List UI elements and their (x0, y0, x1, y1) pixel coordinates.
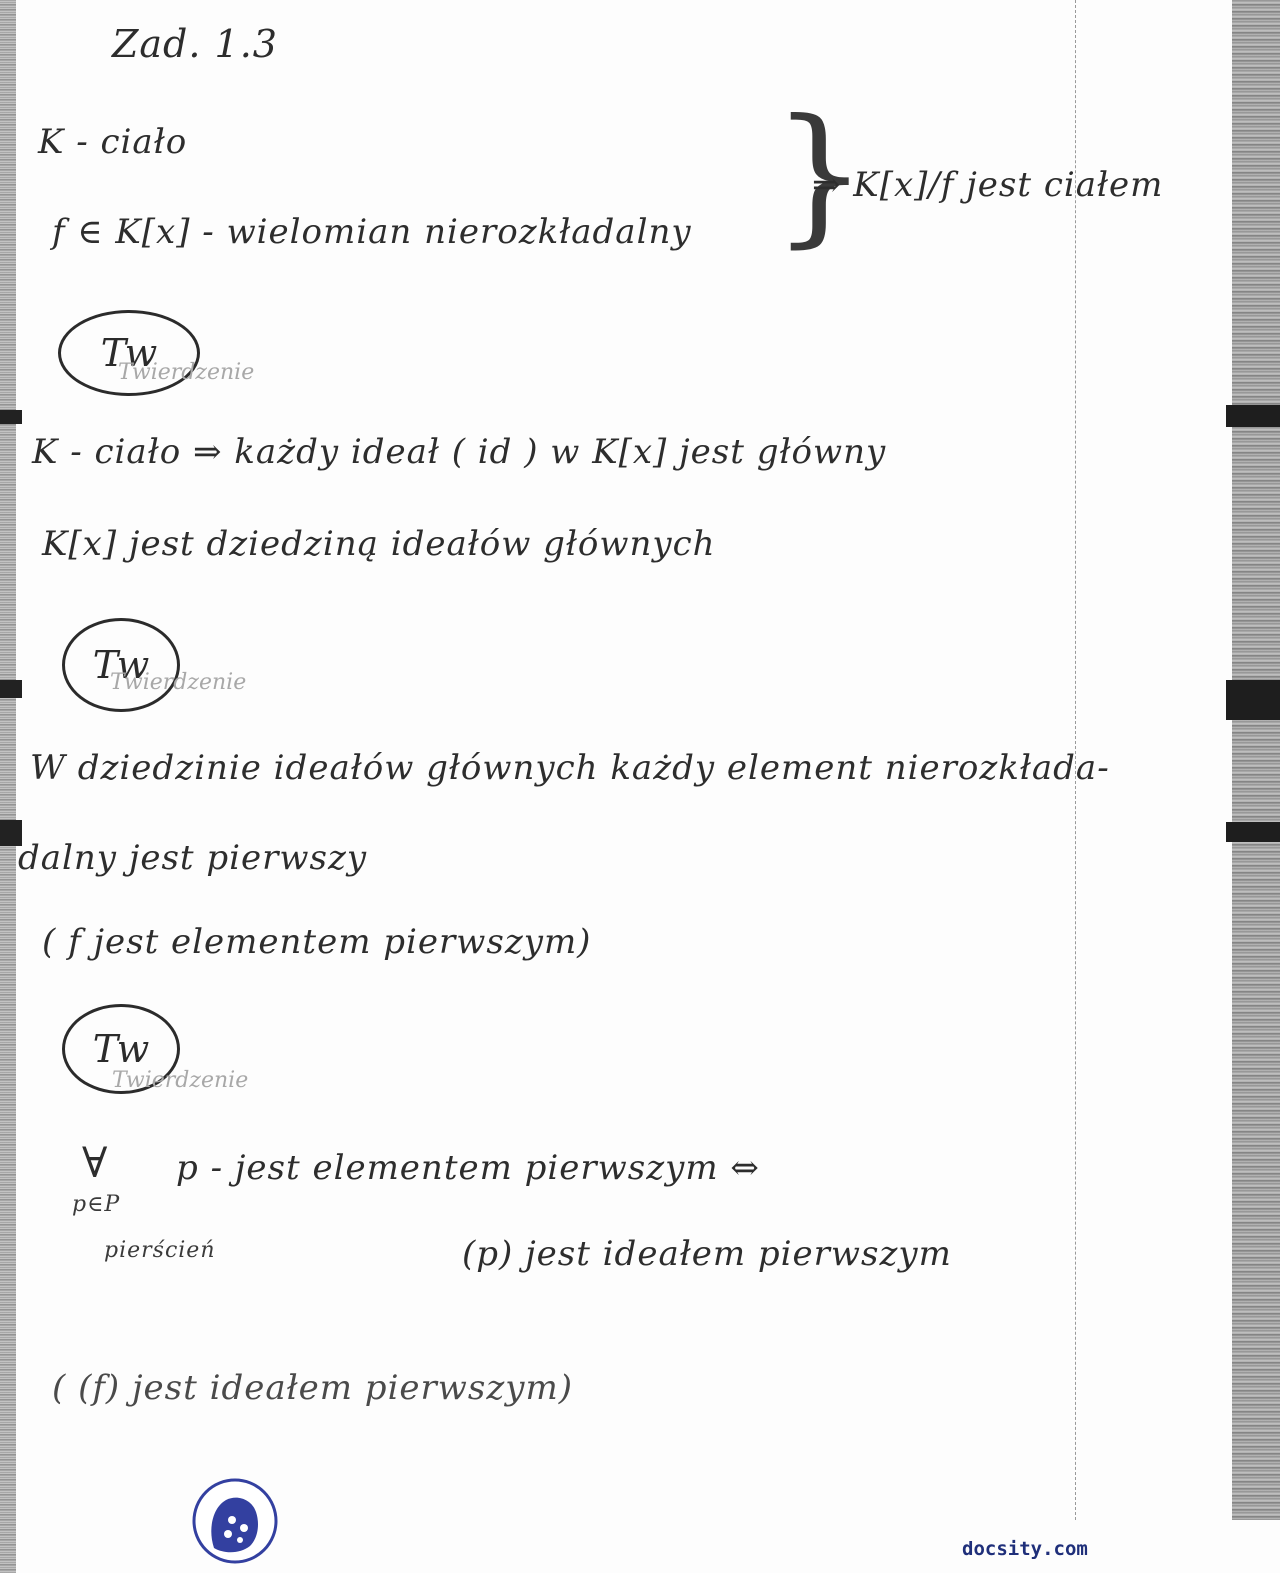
scanner-noise-right (1232, 0, 1280, 1520)
theorem-badge-label: Tw (92, 643, 150, 687)
line-pid-irreducible: W dziedzinie ideałów głównych każdy element nierozkłada- (30, 748, 1110, 788)
theorem-badge-label: Tw (92, 1027, 150, 1071)
line-f-prime-ideal-conclusion: ( (f) jest ideałem pierwszym) (52, 1368, 573, 1408)
line-irreducible-polynomial: f ∈ K[x] - wielomian nierozkładalny (52, 212, 692, 252)
line-principal-ideal-domain: K[x] jest dziedziną ideałów głównych (42, 524, 716, 564)
theorem-faint-note: Twierdzenie (118, 360, 255, 385)
line-f-prime-element: ( f jest elementem pierwszym) (42, 922, 592, 962)
scanner-bar (0, 680, 22, 698)
theorem-faint-note: Twierdzenie (110, 670, 247, 695)
line-prime-element-iff: p - jest elementem pierwszym ⇔ (176, 1148, 760, 1188)
line-every-ideal-principal: K - ciało ⇒ każdy ideał ( id ) w K[x] jest główny (32, 432, 887, 472)
docsity-watermark: docsity.com (962, 1538, 1088, 1560)
curly-brace: } (772, 88, 868, 262)
page-title: Zad. 1.3 (112, 22, 278, 66)
scanner-bar (1226, 822, 1280, 842)
scanner-bar (1226, 680, 1280, 720)
theorem-badge (62, 618, 180, 712)
ring-annotation: pierścień (104, 1238, 216, 1263)
line-field-definition: K - ciało (38, 122, 188, 162)
line-implication-quotient-field: ⇒ K[x]/f jest ciałem (812, 165, 1164, 205)
scanner-bar (0, 410, 22, 424)
line-is-prime: dalny jest pierwszy (18, 838, 368, 878)
forall-symbol: ∀ (82, 1138, 109, 1187)
line-prime-ideal: (p) jest ideałem pierwszym (462, 1234, 952, 1274)
scanner-noise-left (0, 0, 16, 1573)
forall-subscript: p∈P (72, 1192, 121, 1217)
theorem-badge-label: Tw (100, 331, 158, 375)
theorem-faint-note: Twierdzenie (112, 1068, 249, 1093)
scanner-bar (1226, 405, 1280, 427)
docsity-logo-icon (192, 1478, 278, 1564)
